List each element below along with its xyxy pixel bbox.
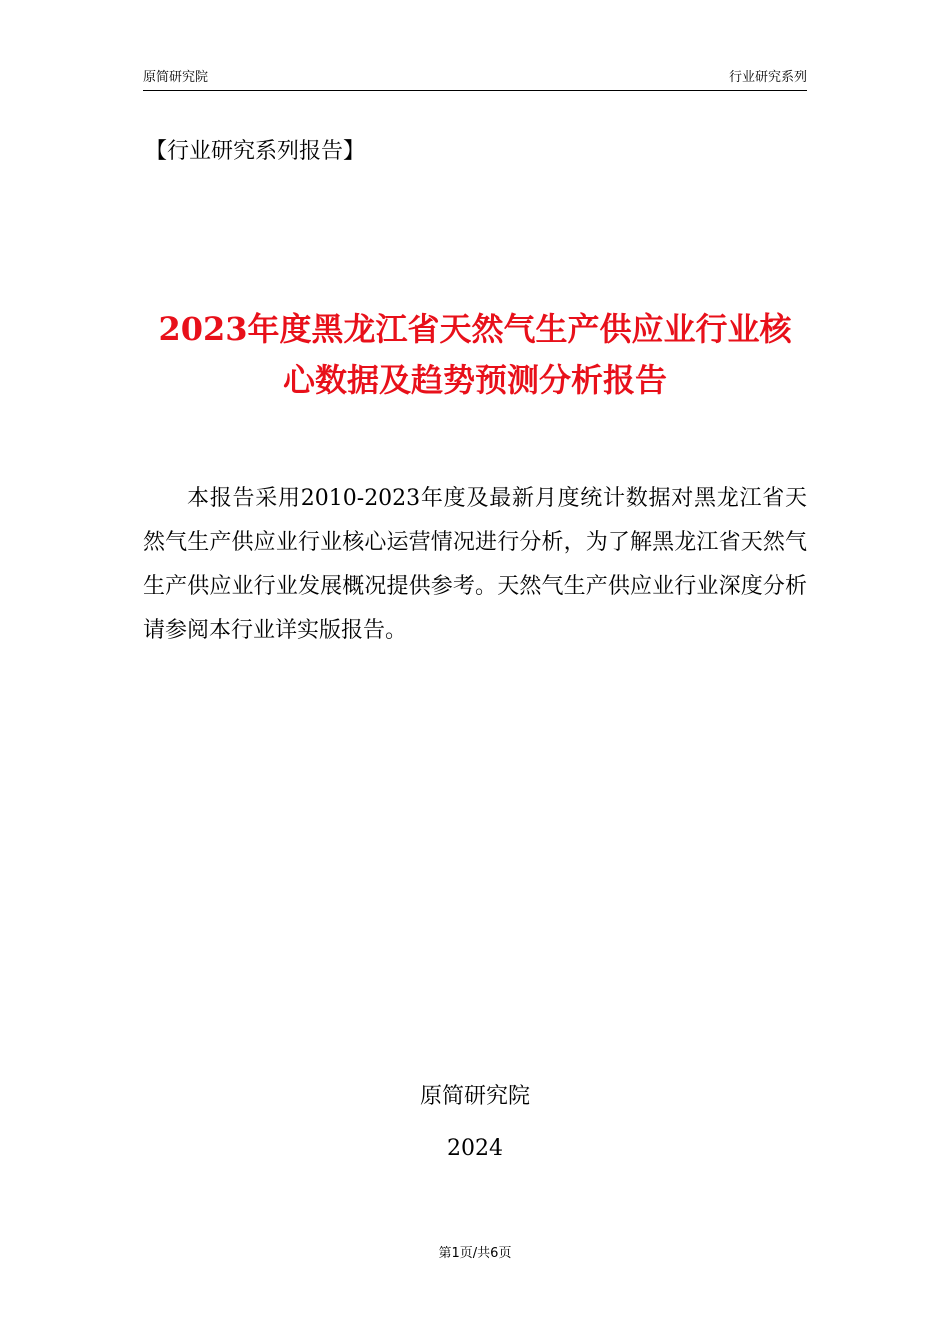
series-label: 【行业研究系列报告】 bbox=[145, 139, 366, 164]
publication-year: 2024 bbox=[447, 1136, 503, 1161]
page-number: 第1页/共6页 bbox=[438, 1246, 512, 1261]
page-header bbox=[143, 68, 807, 91]
header-publisher: 原简研究院 bbox=[143, 70, 209, 85]
report-title: 2023年度黑龙江省天然气生产供应业行业核心数据及趋势预测分析报告 bbox=[158, 310, 792, 399]
publisher-name: 原简研究院 bbox=[419, 1084, 530, 1109]
page-footer bbox=[0, 1244, 950, 1264]
report-summary: 本报告采用2010-2023年度及最新月度统计数据对黑龙江省天然气生产供应业行业核心运营情况进行分析，为了解黑龙江省天然气生产供应业行业发展概况提供参考。天然气生产供应业行业深度分析请参阅本行业详实版报告。 bbox=[143, 486, 807, 643]
header-series: 行业研究系列 bbox=[728, 70, 807, 85]
